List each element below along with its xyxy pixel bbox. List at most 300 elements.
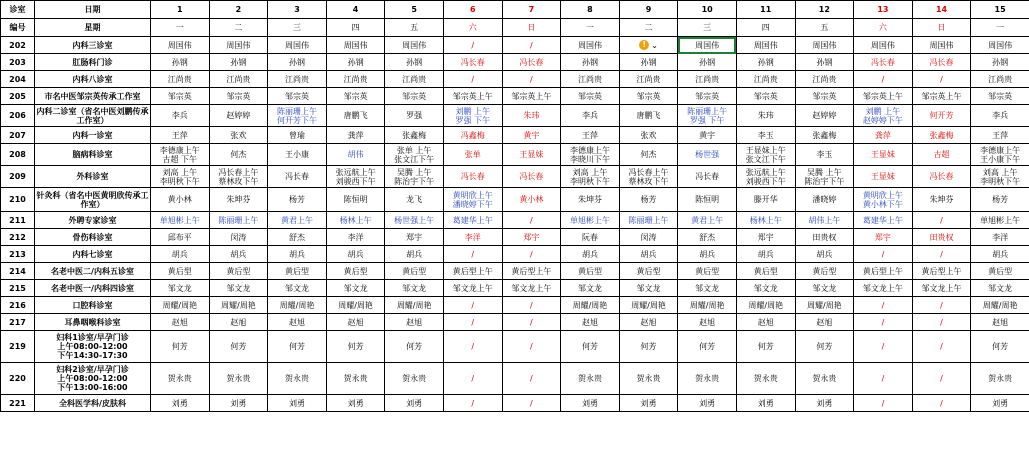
date-cell[interactable]: 1: [151, 1, 210, 19]
schedule-cell[interactable]: 黄宇: [678, 127, 737, 144]
room-number-cell[interactable]: 210: [1, 188, 35, 212]
room-number-cell[interactable]: 212: [1, 229, 35, 246]
schedule-cell[interactable]: 黄后型: [151, 263, 210, 280]
schedule-cell[interactable]: 邹宗英: [385, 88, 444, 105]
schedule-cell[interactable]: 阮春: [561, 229, 620, 246]
schedule-cell[interactable]: 王小康: [268, 144, 327, 166]
room-number-cell[interactable]: 214: [1, 263, 35, 280]
schedule-cell[interactable]: 黄后型: [619, 263, 678, 280]
room-number-cell[interactable]: 208: [1, 144, 35, 166]
schedule-cell[interactable]: 赵旭: [678, 314, 737, 331]
schedule-cell[interactable]: 周国伟: [326, 37, 385, 54]
room-name-cell[interactable]: 内科三诊室: [35, 37, 151, 54]
schedule-cell[interactable]: 吴腾 上午 陈治宇下午: [795, 166, 854, 188]
schedule-cell[interactable]: 邹宗英: [268, 88, 327, 105]
schedule-cell[interactable]: 黄后型: [385, 263, 444, 280]
schedule-cell[interactable]: 何芳: [268, 331, 327, 363]
schedule-cell[interactable]: 赵旭: [385, 314, 444, 331]
date-cell[interactable]: 8: [561, 1, 620, 19]
weekday-cell[interactable]: 三: [268, 19, 327, 37]
room-number-cell[interactable]: 206: [1, 105, 35, 127]
weekday-cell[interactable]: 四: [736, 19, 795, 37]
schedule-cell[interactable]: /: [912, 212, 971, 229]
schedule-cell[interactable]: 何芳: [326, 331, 385, 363]
schedule-cell[interactable]: 孙钢: [561, 54, 620, 71]
schedule-cell[interactable]: 周国伟: [268, 37, 327, 54]
schedule-cell[interactable]: 何芳: [971, 331, 1029, 363]
schedule-cell[interactable]: 周国伟: [385, 37, 444, 54]
schedule-cell[interactable]: 邹文龙: [971, 280, 1029, 297]
schedule-cell[interactable]: /: [502, 297, 561, 314]
schedule-cell[interactable]: 邹文龙: [326, 280, 385, 297]
date-cell[interactable]: 14: [912, 1, 971, 19]
schedule-cell[interactable]: 刘勇: [151, 395, 210, 412]
schedule-cell[interactable]: 黄后型上午: [502, 263, 561, 280]
schedule-cell[interactable]: 冯长春: [502, 54, 561, 71]
schedule-cell[interactable]: 罗强: [385, 105, 444, 127]
room-name-cell[interactable]: 全科医学科/皮肤科: [35, 395, 151, 412]
date-cell[interactable]: 6: [443, 1, 502, 19]
schedule-cell[interactable]: /: [502, 71, 561, 88]
schedule-cell[interactable]: /: [502, 395, 561, 412]
schedule-cell[interactable]: 何芳: [561, 331, 620, 363]
schedule-cell[interactable]: 张单 上午 张文江下午: [385, 144, 444, 166]
weekday-cell[interactable]: 一: [151, 19, 210, 37]
schedule-cell[interactable]: 冯鑫梅: [443, 127, 502, 144]
schedule-cell[interactable]: /: [443, 297, 502, 314]
schedule-cell[interactable]: /: [912, 297, 971, 314]
schedule-cell[interactable]: /: [912, 331, 971, 363]
schedule-cell[interactable]: 陈丽珊上午: [209, 212, 268, 229]
schedule-cell[interactable]: 冯长春: [912, 166, 971, 188]
schedule-cell[interactable]: /: [443, 395, 502, 412]
schedule-cell[interactable]: 黄后型: [795, 263, 854, 280]
schedule-cell[interactable]: /: [502, 314, 561, 331]
schedule-cell[interactable]: 赵旭: [209, 314, 268, 331]
room-name-cell[interactable]: 妇科2诊室/早孕门诊 上午08:00-12:00 下午13:00-16:00: [35, 363, 151, 395]
schedule-cell[interactable]: 王萍: [561, 127, 620, 144]
schedule-cell[interactable]: 贺永贵: [971, 363, 1029, 395]
schedule-cell[interactable]: 何杰: [209, 144, 268, 166]
schedule-cell[interactable]: 葛建华上午: [854, 212, 913, 229]
weekday-cell[interactable]: 一: [971, 19, 1029, 37]
schedule-cell[interactable]: 陈丽珊上午 罗强 下午: [678, 105, 737, 127]
schedule-cell[interactable]: 江尚贵: [209, 71, 268, 88]
date-cell[interactable]: 15: [971, 1, 1029, 19]
schedule-cell[interactable]: 赵旭: [326, 314, 385, 331]
schedule-cell[interactable]: 张鑫梅: [385, 127, 444, 144]
schedule-cell[interactable]: 刘高 上午 李明秋下午: [971, 166, 1029, 188]
schedule-cell[interactable]: 周耀/周艳: [561, 297, 620, 314]
schedule-cell[interactable]: /: [912, 71, 971, 88]
schedule-cell[interactable]: 李兵: [971, 105, 1029, 127]
schedule-cell[interactable]: 孙钢: [209, 54, 268, 71]
room-name-cell[interactable]: 耳鼻咽喉科诊室: [35, 314, 151, 331]
schedule-cell[interactable]: 周耀/周艳: [385, 297, 444, 314]
schedule-cell[interactable]: 邹宗英上午: [912, 88, 971, 105]
schedule-cell[interactable]: 刘勇: [619, 395, 678, 412]
schedule-cell[interactable]: 刘勇: [385, 395, 444, 412]
room-number-cell[interactable]: 216: [1, 297, 35, 314]
schedule-cell[interactable]: 郑宇: [385, 229, 444, 246]
date-cell[interactable]: 9: [619, 1, 678, 19]
schedule-cell[interactable]: 刘勇: [678, 395, 737, 412]
schedule-cell[interactable]: 贺永贵: [795, 363, 854, 395]
schedule-cell[interactable]: 江尚贵: [326, 71, 385, 88]
schedule-cell[interactable]: 葛建华上午: [443, 212, 502, 229]
schedule-cell[interactable]: 何芳: [151, 331, 210, 363]
schedule-cell[interactable]: 胡兵: [561, 246, 620, 263]
schedule-cell[interactable]: 周国伟: [209, 37, 268, 54]
schedule-cell[interactable]: 贺永贵: [151, 363, 210, 395]
weekday-cell[interactable]: 二: [619, 19, 678, 37]
schedule-cell[interactable]: 黄后型: [678, 263, 737, 280]
schedule-cell[interactable]: 王显妹: [502, 144, 561, 166]
date-cell[interactable]: 3: [268, 1, 327, 19]
schedule-cell[interactable]: 周国伟: [795, 37, 854, 54]
schedule-cell[interactable]: 邹文龙: [209, 280, 268, 297]
schedule-cell[interactable]: 冯长春上午 蔡林玫下午: [619, 166, 678, 188]
schedule-cell[interactable]: 朱坤芬: [912, 188, 971, 212]
schedule-cell[interactable]: 张鑫梅: [795, 127, 854, 144]
schedule-cell[interactable]: 何芳: [795, 331, 854, 363]
schedule-cell[interactable]: 贺永贵: [736, 363, 795, 395]
schedule-cell[interactable]: 邹文龙: [151, 280, 210, 297]
schedule-cell[interactable]: 张远航上午 刘骏西下午: [326, 166, 385, 188]
room-name-cell[interactable]: 外科诊室: [35, 166, 151, 188]
schedule-cell[interactable]: 邹宗英: [151, 88, 210, 105]
schedule-cell[interactable]: 胡兵: [268, 246, 327, 263]
schedule-cell[interactable]: /: [912, 395, 971, 412]
room-number-cell[interactable]: 207: [1, 127, 35, 144]
schedule-cell[interactable]: 黄后型上午: [443, 263, 502, 280]
schedule-cell[interactable]: /: [854, 297, 913, 314]
schedule-cell[interactable]: 胡兵: [678, 246, 737, 263]
schedule-cell[interactable]: 邹宗英: [795, 88, 854, 105]
schedule-cell[interactable]: 田贵权: [912, 229, 971, 246]
schedule-cell[interactable]: 何芳: [736, 331, 795, 363]
schedule-cell[interactable]: 胡兵: [151, 246, 210, 263]
schedule-cell[interactable]: 黄后型: [971, 263, 1029, 280]
date-cell[interactable]: 10: [678, 1, 737, 19]
schedule-cell[interactable]: 李兵: [561, 105, 620, 127]
schedule-cell[interactable]: 贺永贵: [385, 363, 444, 395]
schedule-cell[interactable]: 周耀/周艳: [971, 297, 1029, 314]
schedule-cell[interactable]: 张远航上午 刘骏西下午: [736, 166, 795, 188]
schedule-cell[interactable]: 孙钢: [678, 54, 737, 71]
schedule-cell[interactable]: /: [502, 212, 561, 229]
room-number-cell[interactable]: 219: [1, 331, 35, 363]
room-number-cell[interactable]: 205: [1, 88, 35, 105]
schedule-cell[interactable]: 邹宗英: [971, 88, 1029, 105]
room-name-cell[interactable]: 内科七诊室: [35, 246, 151, 263]
schedule-cell[interactable]: 邹宗英: [561, 88, 620, 105]
schedule-cell[interactable]: /: [854, 314, 913, 331]
schedule-cell[interactable]: 邹宗英: [678, 88, 737, 105]
room-name-cell[interactable]: 妇科1诊室/早孕门诊 上午08:00-12:00 下午14:30-17:30: [35, 331, 151, 363]
schedule-cell[interactable]: 古超: [912, 144, 971, 166]
room-name-cell[interactable]: 内科八诊室: [35, 71, 151, 88]
schedule-cell[interactable]: 刘高 上午 李明秋下午: [151, 166, 210, 188]
schedule-cell[interactable]: 孙钢: [795, 54, 854, 71]
schedule-cell[interactable]: 李玉: [795, 144, 854, 166]
room-number-cell[interactable]: 221: [1, 395, 35, 412]
schedule-cell[interactable]: 周国伟: [854, 37, 913, 54]
date-cell[interactable]: 7: [502, 1, 561, 19]
schedule-cell[interactable]: 邹宗英: [619, 88, 678, 105]
schedule-cell[interactable]: 江尚贵: [736, 71, 795, 88]
schedule-cell[interactable]: 朱坤芬: [561, 188, 620, 212]
schedule-cell[interactable]: /: [443, 363, 502, 395]
schedule-cell[interactable]: 刘勇: [561, 395, 620, 412]
schedule-cell[interactable]: 周耀/周艳: [736, 297, 795, 314]
schedule-cell[interactable]: 胡兵: [736, 246, 795, 263]
schedule-cell[interactable]: 邹文龙上午: [443, 280, 502, 297]
date-cell[interactable]: 11: [736, 1, 795, 19]
schedule-cell[interactable]: /: [443, 246, 502, 263]
schedule-cell[interactable]: 邹宗英上午: [443, 88, 502, 105]
schedule-cell[interactable]: 江尚贵: [385, 71, 444, 88]
schedule-cell[interactable]: 孙钢: [385, 54, 444, 71]
schedule-cell[interactable]: 江尚贵: [678, 71, 737, 88]
schedule-cell[interactable]: 胡兵: [209, 246, 268, 263]
schedule-cell[interactable]: 胡伟上午: [795, 212, 854, 229]
schedule-cell[interactable]: 孙钢: [619, 54, 678, 71]
room-name-cell[interactable]: 脑病科诊室: [35, 144, 151, 166]
schedule-cell[interactable]: 冯长春: [912, 54, 971, 71]
schedule-cell[interactable]: 江尚贵: [268, 71, 327, 88]
schedule-cell[interactable]: 邹文龙上午: [912, 280, 971, 297]
schedule-cell[interactable]: 王萍: [971, 127, 1029, 144]
schedule-cell[interactable]: 刘鹏 上午 罗强 下午: [443, 105, 502, 127]
warning-icon[interactable]: !: [639, 40, 649, 50]
room-name-cell[interactable]: 内科一诊室: [35, 127, 151, 144]
schedule-cell[interactable]: 赵旭: [561, 314, 620, 331]
schedule-cell[interactable]: 闵涛: [619, 229, 678, 246]
schedule-cell[interactable]: 唐鹏飞: [326, 105, 385, 127]
schedule-cell[interactable]: 邹宗英上午: [854, 88, 913, 105]
schedule-cell[interactable]: 冯长春: [678, 166, 737, 188]
schedule-cell[interactable]: 李洋: [443, 229, 502, 246]
schedule-cell[interactable]: /: [443, 314, 502, 331]
weekday-cell[interactable]: 日: [502, 19, 561, 37]
schedule-cell[interactable]: 周耀/周艳: [151, 297, 210, 314]
weekday-cell[interactable]: 五: [385, 19, 444, 37]
schedule-cell[interactable]: 冯长春: [502, 166, 561, 188]
schedule-cell[interactable]: 吴腾 上午 陈治宇下午: [385, 166, 444, 188]
schedule-cell[interactable]: 赵旭: [151, 314, 210, 331]
schedule-cell[interactable]: 李德康上午 古超 下午: [151, 144, 210, 166]
schedule-cell[interactable]: 郑宇: [854, 229, 913, 246]
schedule-cell[interactable]: 邹宗英: [326, 88, 385, 105]
schedule-cell[interactable]: 赵旭: [795, 314, 854, 331]
room-name-cell[interactable]: 针灸科（省名中医黄明欣传承工作室）: [35, 188, 151, 212]
schedule-cell[interactable]: 邱布平: [151, 229, 210, 246]
schedule-cell[interactable]: 周耀/周艳: [619, 297, 678, 314]
schedule-cell[interactable]: 张单: [443, 144, 502, 166]
schedule-cell[interactable]: 单旭彬上午: [151, 212, 210, 229]
weekday-cell[interactable]: 二: [209, 19, 268, 37]
schedule-cell[interactable]: 邹文龙: [678, 280, 737, 297]
schedule-cell[interactable]: 黄君上午: [678, 212, 737, 229]
schedule-cell[interactable]: 何开芳: [912, 105, 971, 127]
schedule-cell[interactable]: 杨芳: [268, 188, 327, 212]
room-number-cell[interactable]: 220: [1, 363, 35, 395]
schedule-cell[interactable]: 黄宇: [502, 127, 561, 144]
schedule-cell[interactable]: 赵旭: [736, 314, 795, 331]
schedule-cell[interactable]: 杨芳: [619, 188, 678, 212]
schedule-cell[interactable]: 何芳: [678, 331, 737, 363]
schedule-cell[interactable]: 邹文龙上午: [854, 280, 913, 297]
room-name-cell[interactable]: 市名中医邹宗英传承工作室: [35, 88, 151, 105]
schedule-cell[interactable]: /: [502, 246, 561, 263]
schedule-cell[interactable]: 杨芳: [971, 188, 1029, 212]
schedule-cell[interactable]: 赵旭: [971, 314, 1029, 331]
room-name-cell[interactable]: 骨伤科诊室: [35, 229, 151, 246]
schedule-cell[interactable]: 李德康上午 王小康下午: [971, 144, 1029, 166]
weekday-cell[interactable]: 三: [678, 19, 737, 37]
schedule-cell[interactable]: 闵涛: [209, 229, 268, 246]
schedule-cell[interactable]: /: [854, 246, 913, 263]
schedule-cell[interactable]: 周耀/周艳: [678, 297, 737, 314]
schedule-cell[interactable]: 王萍: [151, 127, 210, 144]
room-number-cell[interactable]: 215: [1, 280, 35, 297]
room-name-cell[interactable]: 外聘专家诊室: [35, 212, 151, 229]
schedule-cell[interactable]: 曾瑜: [268, 127, 327, 144]
schedule-cell[interactable]: [619, 37, 678, 54]
schedule-cell[interactable]: 孙钢: [268, 54, 327, 71]
schedule-cell[interactable]: 龙飞: [385, 188, 444, 212]
schedule-cell[interactable]: 杨林上午: [736, 212, 795, 229]
schedule-cell[interactable]: 冯长春: [268, 166, 327, 188]
schedule-cell[interactable]: 刘勇: [209, 395, 268, 412]
schedule-cell[interactable]: 滕开华: [736, 188, 795, 212]
weekday-cell[interactable]: 四: [326, 19, 385, 37]
schedule-cell[interactable]: 郑宇: [502, 229, 561, 246]
schedule-cell[interactable]: 邹文龙: [795, 280, 854, 297]
schedule-cell[interactable]: 田贵权: [795, 229, 854, 246]
schedule-cell[interactable]: 邹宗英: [736, 88, 795, 105]
schedule-cell[interactable]: 刘勇: [326, 395, 385, 412]
schedule-cell[interactable]: /: [854, 395, 913, 412]
schedule-cell[interactable]: 邹文龙上午: [502, 280, 561, 297]
schedule-cell[interactable]: 黄明欣上午 黄小林下午: [854, 188, 913, 212]
schedule-cell[interactable]: 邹文龙: [619, 280, 678, 297]
schedule-cell[interactable]: 黄后型上午: [912, 263, 971, 280]
room-name-cell[interactable]: 内科二诊室（省名中医刘鹏传承工作室）: [36, 106, 149, 125]
schedule-cell[interactable]: 赵旭: [268, 314, 327, 331]
schedule-cell[interactable]: 孙钢: [971, 54, 1029, 71]
schedule-cell[interactable]: 贺永贵: [678, 363, 737, 395]
schedule-cell[interactable]: 王显妹上午 张文江下午: [736, 144, 795, 166]
schedule-cell[interactable]: 胡伟: [326, 144, 385, 166]
schedule-cell[interactable]: 李洋: [971, 229, 1029, 246]
schedule-cell[interactable]: 陈丽珊上午 何开芳下午: [268, 105, 327, 127]
weekday-cell[interactable]: 五: [795, 19, 854, 37]
schedule-cell[interactable]: 孙钢: [326, 54, 385, 71]
schedule-cell[interactable]: /: [854, 71, 913, 88]
schedule-cell[interactable]: 朱玮: [502, 105, 561, 127]
schedule-cell[interactable]: 舒杰: [678, 229, 737, 246]
schedule-cell[interactable]: 刘勇: [795, 395, 854, 412]
schedule-cell[interactable]: 贺永贵: [268, 363, 327, 395]
schedule-cell[interactable]: 杨世强上午: [385, 212, 444, 229]
chevron-down-icon[interactable]: ⌄: [651, 40, 658, 50]
schedule-cell[interactable]: /: [854, 363, 913, 395]
schedule-cell[interactable]: 周耀/周艳: [326, 297, 385, 314]
schedule-cell[interactable]: 江尚贵: [151, 71, 210, 88]
schedule-cell[interactable]: 周国伟: [971, 37, 1029, 54]
schedule-cell[interactable]: /: [443, 71, 502, 88]
schedule-cell[interactable]: 潘晓婷: [795, 188, 854, 212]
schedule-cell[interactable]: 朱坤芬: [209, 188, 268, 212]
schedule-cell[interactable]: 单旭彬上午: [971, 212, 1029, 229]
room-number-cell[interactable]: 203: [1, 54, 35, 71]
schedule-cell[interactable]: 黄后型: [209, 263, 268, 280]
schedule-cell[interactable]: 刘鹏 上午 赵婷婷下午: [854, 105, 913, 127]
date-cell[interactable]: 12: [795, 1, 854, 19]
schedule-cell[interactable]: 江尚贵: [561, 71, 620, 88]
schedule-cell[interactable]: /: [443, 331, 502, 363]
schedule-cell[interactable]: 陈丽珊上午: [619, 212, 678, 229]
schedule-cell[interactable]: 黄明欣上午 潘晓婷下午: [443, 188, 502, 212]
schedule-cell[interactable]: /: [912, 246, 971, 263]
schedule-cell[interactable]: 杨林上午: [326, 212, 385, 229]
schedule-cell[interactable]: 周国伟: [678, 37, 737, 54]
schedule-cell[interactable]: 张欢: [209, 127, 268, 144]
schedule-cell[interactable]: 江尚贵: [795, 71, 854, 88]
weekday-cell[interactable]: 六: [443, 19, 502, 37]
schedule-cell[interactable]: 张鑫梅: [912, 127, 971, 144]
schedule-cell[interactable]: 贺永贵: [619, 363, 678, 395]
schedule-cell[interactable]: 赵旭: [619, 314, 678, 331]
schedule-cell[interactable]: 单旭彬上午: [561, 212, 620, 229]
schedule-cell[interactable]: 陈恒明: [326, 188, 385, 212]
schedule-cell[interactable]: 赵婷婷: [795, 105, 854, 127]
schedule-cell[interactable]: 郑宇: [736, 229, 795, 246]
schedule-cell[interactable]: 周耀/周艳: [209, 297, 268, 314]
schedule-cell[interactable]: 周国伟: [561, 37, 620, 54]
schedule-cell[interactable]: 龚萍: [326, 127, 385, 144]
schedule-cell[interactable]: 刘勇: [736, 395, 795, 412]
weekday-cell[interactable]: 一: [561, 19, 620, 37]
schedule-cell[interactable]: /: [502, 37, 561, 54]
schedule-cell[interactable]: 胡兵: [971, 246, 1029, 263]
schedule-cell[interactable]: 冯长春上午 蔡林玫下午: [209, 166, 268, 188]
schedule-cell[interactable]: 邹宗英: [209, 88, 268, 105]
schedule-cell[interactable]: 冯长春: [443, 54, 502, 71]
schedule-cell[interactable]: /: [912, 363, 971, 395]
schedule-cell[interactable]: 杨世强: [678, 144, 737, 166]
room-number-cell[interactable]: 202: [1, 37, 35, 54]
schedule-cell[interactable]: 黄后型: [736, 263, 795, 280]
schedule-cell[interactable]: 唐鹏飞: [619, 105, 678, 127]
schedule-cell[interactable]: 胡兵: [385, 246, 444, 263]
schedule-cell[interactable]: 胡兵: [795, 246, 854, 263]
schedule-cell[interactable]: 陈恒明: [678, 188, 737, 212]
schedule-cell[interactable]: 冯长春: [443, 166, 502, 188]
schedule-cell[interactable]: 江尚贵: [971, 71, 1029, 88]
schedule-cell[interactable]: 黄小林: [502, 188, 561, 212]
schedule-cell[interactable]: 李德康上午 李晓川下午: [561, 144, 620, 166]
weekday-cell[interactable]: 六: [854, 19, 913, 37]
schedule-cell[interactable]: /: [912, 314, 971, 331]
schedule-cell[interactable]: 黄君上午: [268, 212, 327, 229]
schedule-cell[interactable]: 江尚贵: [619, 71, 678, 88]
schedule-cell[interactable]: 贺永贵: [561, 363, 620, 395]
schedule-cell[interactable]: 王显妹: [854, 144, 913, 166]
schedule-cell[interactable]: 赵婷婷: [209, 105, 268, 127]
